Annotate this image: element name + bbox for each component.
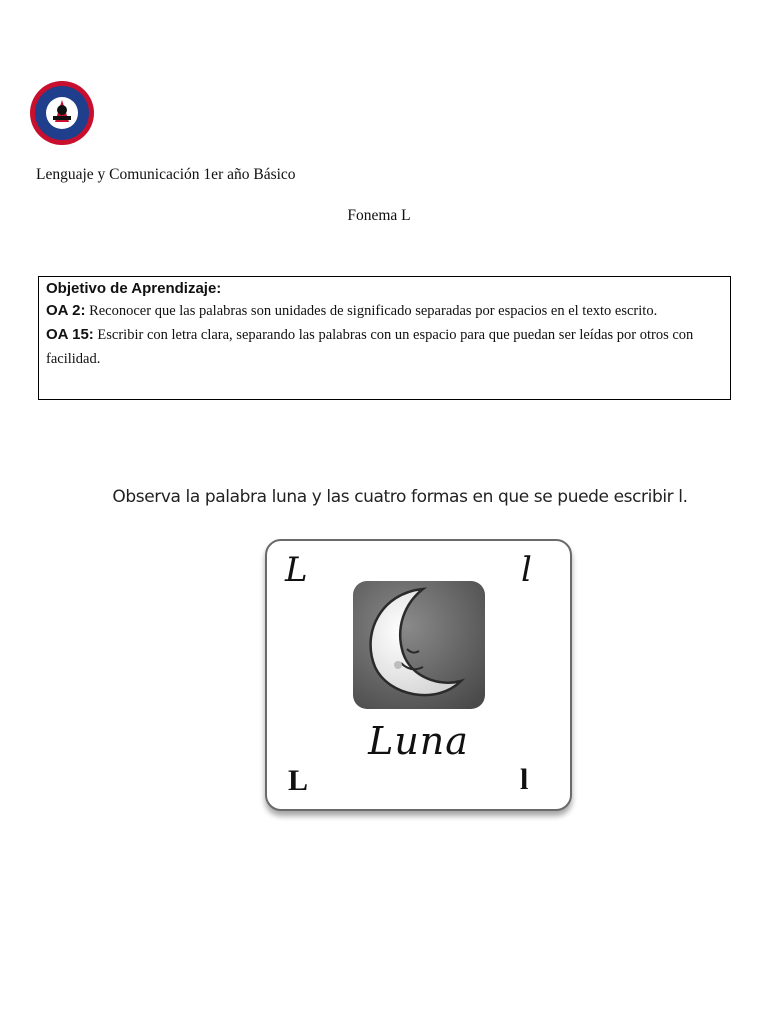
crescent-moon-icon bbox=[353, 581, 485, 709]
cursive-uppercase-letter: L bbox=[285, 550, 308, 590]
worksheet-title: Fonema L bbox=[347, 207, 411, 224]
learning-objectives-box bbox=[38, 276, 731, 400]
objective-code: OA 2: bbox=[46, 302, 86, 319]
objective-item bbox=[46, 323, 723, 371]
objective-text: Escribir con letra clara, separando las palabras con un espacio para que puedan ser leídas por otros con facilidad. bbox=[46, 327, 694, 367]
objective-item bbox=[46, 299, 723, 323]
subject-heading: Lenguaje y Comunicación 1er año Básico bbox=[36, 166, 296, 183]
activity-instruction: Observa la palabra luna y las cuatro formas en que se puede escribir l. bbox=[112, 487, 688, 507]
card-word: Luna bbox=[368, 719, 469, 763]
letter-card bbox=[265, 539, 572, 811]
objectives-heading: Objetivo de Aprendizaje: bbox=[46, 280, 222, 297]
school-seal-logo bbox=[29, 80, 95, 146]
objective-code: OA 15: bbox=[46, 326, 94, 343]
print-uppercase-letter: L bbox=[288, 764, 309, 797]
objective-text: Reconocer que las palabras son unidades de significado separadas por espacios en el texto escrito. bbox=[89, 303, 658, 319]
cursive-lowercase-letter: l bbox=[521, 550, 532, 590]
print-lowercase-letter: l bbox=[520, 763, 529, 796]
